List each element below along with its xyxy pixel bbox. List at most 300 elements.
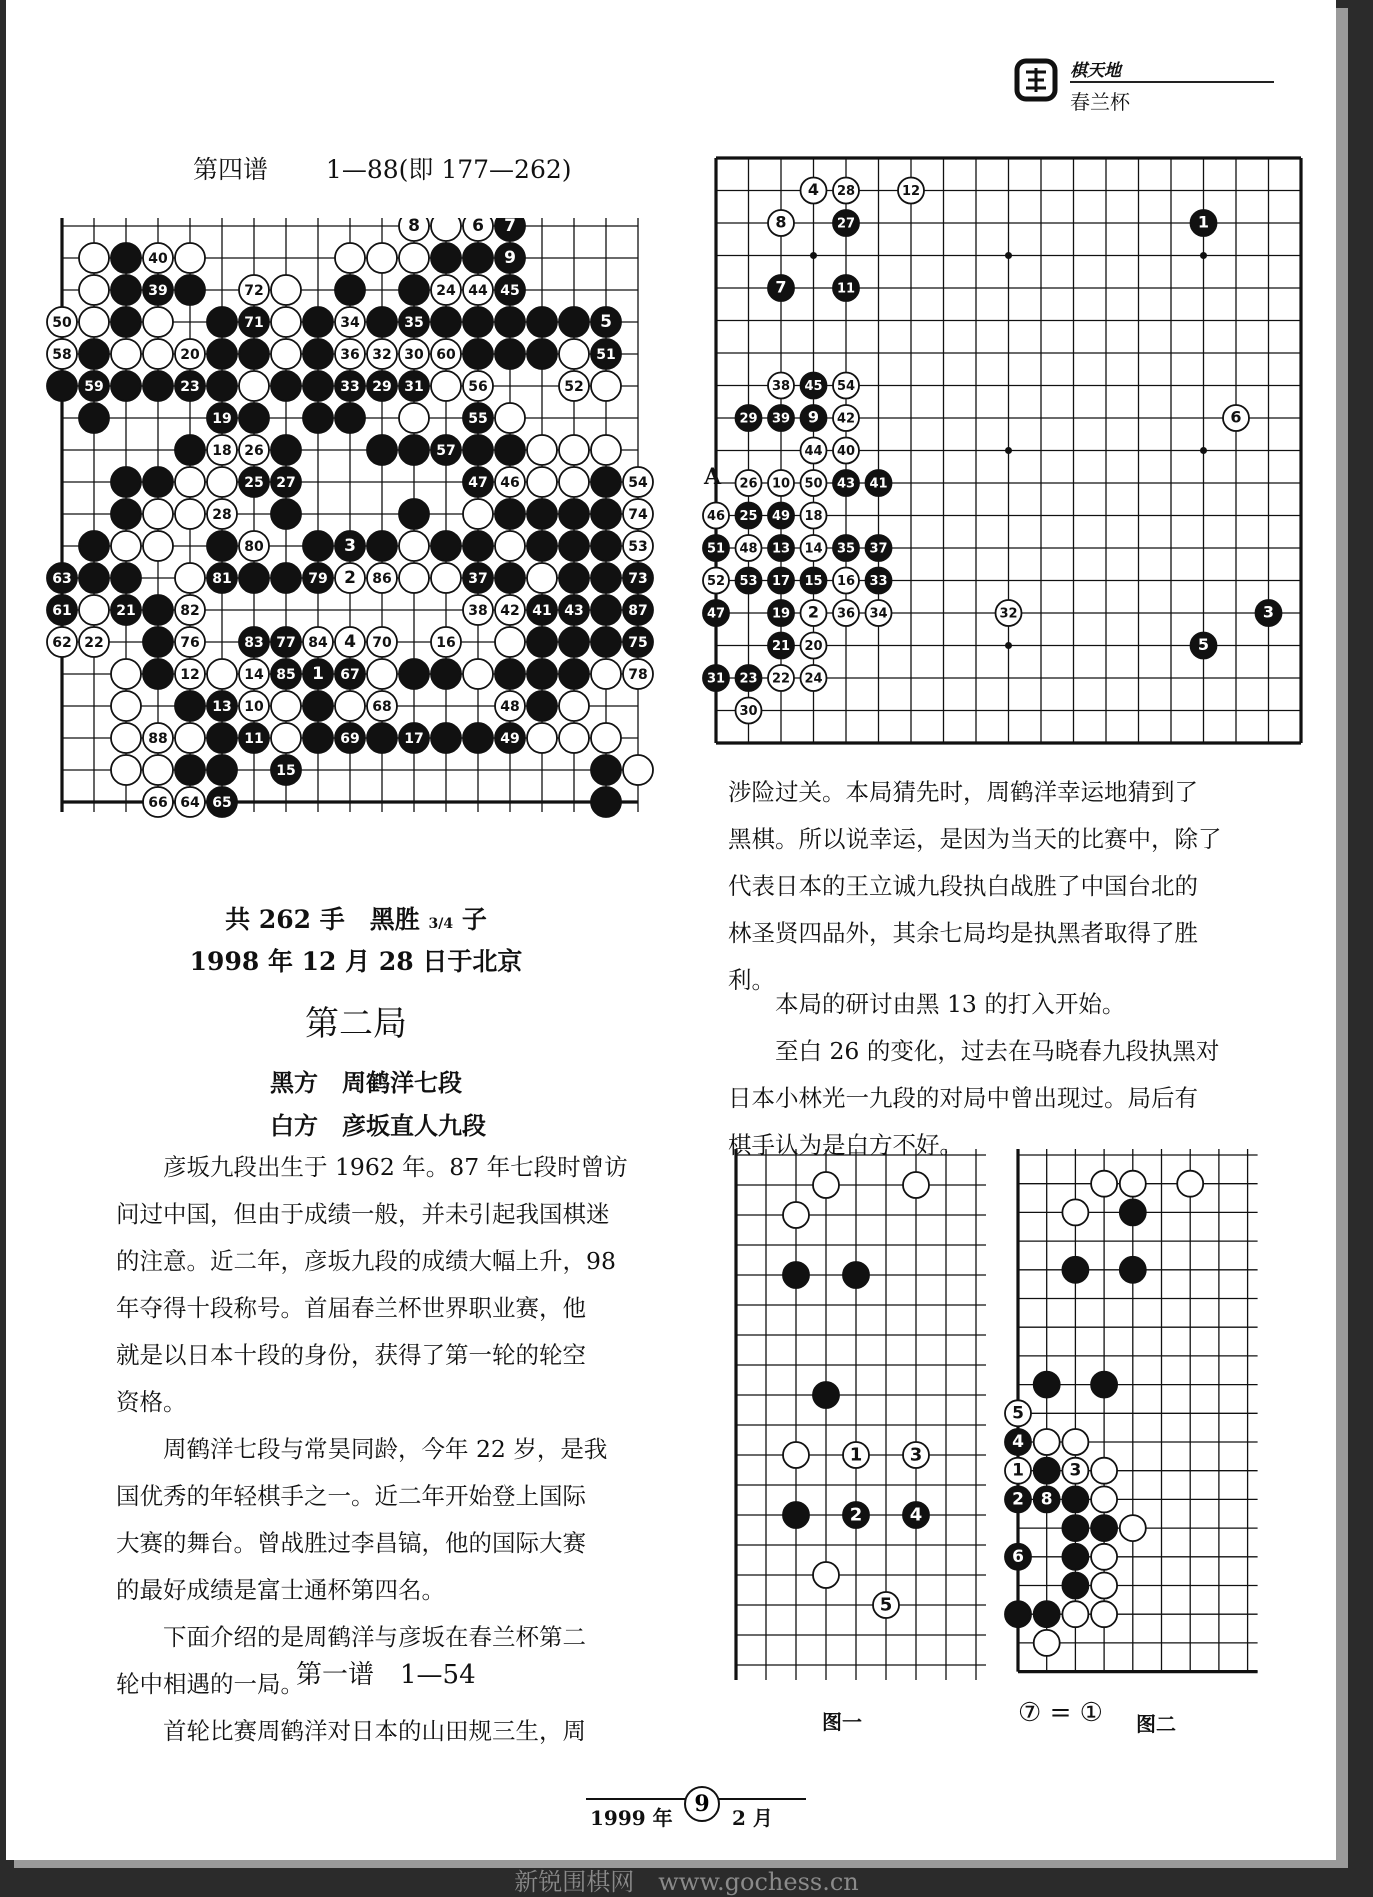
black-stone — [271, 563, 301, 593]
white-stone — [335, 243, 365, 273]
white-stone — [111, 723, 141, 753]
black-stone — [47, 563, 77, 593]
black-stone — [399, 659, 429, 689]
white-stone — [801, 600, 827, 626]
white-stone — [736, 535, 762, 561]
move-number: 44 — [804, 444, 823, 460]
black-stone — [335, 371, 365, 401]
black-stone — [833, 210, 859, 236]
black-stone — [1120, 1257, 1146, 1283]
text-line: 国优秀的年轻棋手之一。近二年开始登上国际 — [116, 1482, 586, 1510]
black-stone — [833, 275, 859, 301]
white-stone — [833, 178, 859, 204]
right-paragraph-2 — [728, 981, 1125, 1028]
white-stone — [527, 723, 557, 753]
move-number: 47 — [468, 475, 488, 492]
move-number: 88 — [148, 731, 168, 748]
move-number: 67 — [340, 667, 360, 684]
white-stone — [833, 405, 859, 431]
move-number: 41 — [532, 603, 552, 620]
white-stone — [399, 563, 429, 593]
white-stone — [431, 275, 461, 305]
move-number: 8 — [775, 212, 787, 232]
black-stone — [1062, 1257, 1088, 1283]
move-number: 1 — [1197, 212, 1210, 232]
white-stone — [1005, 1458, 1031, 1484]
move-number: 45 — [804, 379, 823, 395]
text-line: 代表日本的王立诚九段执白战胜了中国台北的 — [728, 872, 1198, 900]
move-number: 3 — [1069, 1460, 1082, 1481]
black-stone — [495, 243, 525, 273]
text-line: 棋手认为是白方不好。 — [728, 1131, 963, 1159]
white-stone — [559, 467, 589, 497]
black-stone — [207, 563, 237, 593]
black-stone — [431, 243, 461, 273]
black-stone — [367, 371, 397, 401]
black-stone — [207, 755, 237, 785]
white-stone — [1091, 1458, 1117, 1484]
black-stone — [271, 499, 301, 529]
black-stone — [79, 371, 109, 401]
move-number: 64 — [180, 795, 200, 812]
black-stone — [431, 307, 461, 337]
white-stone — [495, 403, 525, 433]
black-stone — [1005, 1601, 1031, 1627]
white-stone — [623, 755, 653, 785]
white-stone — [239, 371, 269, 401]
black-stone — [303, 563, 333, 593]
text-line: 下面介绍的是周鹤洋与彦坂在春兰杯第二 — [116, 1623, 586, 1651]
black-stone — [335, 403, 365, 433]
move-number: 62 — [52, 635, 72, 652]
black-stone — [703, 535, 729, 561]
white-stone — [1062, 1458, 1088, 1484]
move-number: 3 — [344, 536, 356, 557]
move-number: 6 — [472, 218, 484, 237]
white-stone — [903, 1442, 929, 1468]
white-stone — [1062, 1199, 1088, 1225]
black-stone — [1062, 1515, 1088, 1541]
black-stone — [768, 535, 794, 561]
white-stone — [143, 339, 173, 369]
move-number: 17 — [404, 731, 424, 748]
star-point — [1005, 252, 1012, 259]
black-stone — [463, 403, 493, 433]
section-title: 第一谱 1—54 — [296, 1660, 476, 1690]
text-line: 首轮比赛周鹤洋对日本的山田规三生，周 — [116, 1717, 586, 1745]
black-stone — [175, 371, 205, 401]
white-stone — [623, 659, 653, 689]
white-stone — [111, 659, 141, 689]
white-stone — [559, 723, 589, 753]
black-stone — [207, 307, 237, 337]
move-number: 1 — [1012, 1460, 1024, 1481]
left-last-line — [116, 1708, 586, 1755]
black-stone — [559, 307, 589, 337]
move-number: 31 — [706, 671, 726, 687]
white-stone — [801, 535, 827, 561]
black-stone — [527, 595, 557, 625]
white-stone — [463, 499, 493, 529]
move-number: 55 — [468, 411, 488, 428]
white-stone — [399, 403, 429, 433]
black-stone — [768, 633, 794, 659]
move-number: 49 — [771, 509, 791, 525]
move-number: 22 — [771, 671, 791, 687]
move-number: 16 — [836, 574, 856, 590]
move-number: 5 — [1012, 1403, 1024, 1424]
text-line: 涉险过关。本局猜先时，周鹤洋幸运地猜到了 — [728, 778, 1198, 806]
white-stone — [143, 307, 173, 337]
text-line: 日本小林光一九段的对局中曾出现过。局后有 — [728, 1084, 1198, 1112]
white-stone — [813, 1172, 839, 1198]
white-stone — [175, 563, 205, 593]
white-stone — [1091, 1486, 1117, 1512]
move-number: 53 — [628, 539, 648, 556]
white-stone — [367, 659, 397, 689]
white-stone — [623, 531, 653, 561]
black-stone — [399, 371, 429, 401]
black-stone — [559, 563, 589, 593]
move-number: 50 — [804, 476, 823, 492]
black-stone — [335, 723, 365, 753]
white-stone — [813, 1562, 839, 1588]
black-stone — [527, 691, 557, 721]
black-stone — [736, 568, 762, 594]
move-number: 46 — [500, 475, 520, 492]
move-number: 7 — [775, 277, 787, 297]
black-stone — [495, 307, 525, 337]
black-stone — [207, 531, 237, 561]
move-number: 58 — [52, 347, 72, 364]
move-number: 38 — [468, 603, 488, 620]
white-stone — [559, 339, 589, 369]
white-stone — [768, 665, 794, 691]
white-stone — [591, 659, 621, 689]
magazine-page — [6, 0, 1336, 1860]
black-stone — [591, 307, 621, 337]
move-number: 1 — [849, 1444, 863, 1466]
black-stone — [47, 595, 77, 625]
move-number: 11 — [836, 281, 856, 297]
star-point — [1200, 447, 1207, 454]
go-board-figure-2 — [996, 1140, 1286, 1680]
black-stone — [47, 371, 77, 401]
page-number: 9 — [684, 1786, 720, 1822]
black-stone — [463, 467, 493, 497]
move-number: 8 — [408, 218, 420, 237]
black-stone — [783, 1502, 809, 1528]
black-stone — [367, 723, 397, 753]
white-stone — [207, 499, 237, 529]
move-number: 5 — [879, 1594, 893, 1616]
white-stone — [431, 563, 461, 593]
white-stone — [271, 691, 301, 721]
white-stone — [463, 275, 493, 305]
black-stone — [1091, 1372, 1117, 1398]
star-point — [810, 252, 817, 259]
white-stone — [47, 307, 77, 337]
black-stone — [1034, 1486, 1060, 1512]
move-number: 35 — [404, 315, 424, 332]
black-stone — [367, 531, 397, 561]
black-stone — [239, 307, 269, 337]
black-stone — [79, 563, 109, 593]
text-line: 周鹤洋七段与常昊同龄，今年 22 岁，是我 — [116, 1435, 608, 1463]
weiqi-logo-icon — [1014, 58, 1058, 102]
white-stone — [527, 563, 557, 593]
black-stone — [367, 435, 397, 465]
white-stone — [996, 600, 1022, 626]
white-stone — [591, 371, 621, 401]
black-stone — [736, 405, 762, 431]
go-board-diagram-4 — [46, 218, 666, 848]
white-stone — [79, 243, 109, 273]
move-number: 40 — [836, 444, 856, 460]
move-number: 59 — [84, 379, 104, 396]
black-stone — [175, 755, 205, 785]
footer-year: 1999 年 — [590, 1806, 673, 1830]
black-stone — [1256, 600, 1282, 626]
move-number: 82 — [180, 603, 200, 620]
black-stone — [591, 467, 621, 497]
white-stone — [207, 435, 237, 465]
move-number: 66 — [148, 795, 168, 812]
move-number: 75 — [628, 635, 648, 652]
move-number: 33 — [340, 379, 360, 396]
white-stone — [175, 339, 205, 369]
white-stone — [591, 723, 621, 753]
white-stone — [111, 339, 141, 369]
move-number: 39 — [771, 411, 791, 427]
white-stone — [367, 691, 397, 721]
move-number: 4 — [807, 180, 820, 200]
white-stone — [463, 371, 493, 401]
black-stone — [271, 659, 301, 689]
white-stone — [833, 568, 859, 594]
black-stone — [703, 665, 729, 691]
black-stone — [399, 307, 429, 337]
white-stone — [736, 698, 762, 724]
move-number: 2 — [849, 1504, 863, 1526]
black-stone — [431, 531, 461, 561]
move-number: 19 — [212, 411, 232, 428]
black-stone — [463, 531, 493, 561]
move-number: 4 — [909, 1504, 923, 1526]
white-stone — [399, 243, 429, 273]
move-number: 27 — [836, 216, 856, 232]
black-stone — [559, 531, 589, 561]
white-stone — [559, 691, 589, 721]
move-number: 21 — [771, 639, 791, 655]
black-stone — [239, 723, 269, 753]
diagram-title: 第四谱 — [193, 155, 269, 184]
white-stone — [463, 218, 493, 241]
move-number: 47 — [706, 606, 726, 622]
black-stone — [463, 243, 493, 273]
black-stone — [623, 563, 653, 593]
white-stone — [591, 435, 621, 465]
white-stone — [271, 339, 301, 369]
black-stone — [239, 403, 269, 433]
white-stone — [367, 627, 397, 657]
black-stone — [495, 339, 525, 369]
white-stone — [79, 275, 109, 305]
white-stone — [207, 467, 237, 497]
black-stone — [1005, 1544, 1031, 1570]
black-stone — [768, 503, 794, 529]
white-stone — [559, 371, 589, 401]
move-number: 53 — [739, 574, 758, 590]
white-stone — [463, 595, 493, 625]
black-stone — [866, 535, 892, 561]
black-stone — [111, 243, 141, 273]
black-stone — [79, 339, 109, 369]
black-stone — [111, 499, 141, 529]
right-paragraph-1 — [728, 769, 1222, 1004]
result-fraction: 3/4 — [428, 916, 454, 932]
move-number: 30 — [404, 347, 424, 364]
move-number: 31 — [404, 379, 424, 396]
text-line: 大赛的舞台。曾战胜过李昌镐，他的国际大赛 — [116, 1529, 586, 1557]
move-number: 83 — [244, 635, 264, 652]
black-stone — [623, 627, 653, 657]
black-stone — [303, 723, 333, 753]
move-number: 65 — [212, 795, 232, 812]
move-number: 26 — [244, 443, 264, 460]
black-stone — [623, 595, 653, 625]
black-stone — [1062, 1486, 1088, 1512]
move-number: 23 — [739, 671, 758, 687]
move-number: 10 — [244, 699, 264, 716]
white-player: 白方 彦坂直人九段 — [270, 1111, 486, 1140]
black-stone — [527, 307, 557, 337]
move-number: 12 — [180, 667, 200, 684]
black-stone — [768, 405, 794, 431]
black-stone — [143, 627, 173, 657]
black-stone — [1005, 1429, 1031, 1455]
black-stone — [559, 659, 589, 689]
text-line: 本局的研讨由黑 13 的打入开始。 — [728, 990, 1126, 1018]
black-stone — [527, 531, 557, 561]
move-number: 34 — [869, 606, 888, 622]
white-stone — [801, 503, 827, 529]
page-footer — [582, 1786, 812, 1836]
site-watermark: 新锐围棋网 www.gochess.cn — [514, 1868, 859, 1896]
black-stone — [813, 1382, 839, 1408]
black-stone — [271, 467, 301, 497]
move-number: 29 — [739, 411, 758, 427]
move-number: 35 — [836, 541, 856, 557]
black-stone — [1120, 1199, 1146, 1225]
white-stone — [143, 723, 173, 753]
black-stone — [399, 723, 429, 753]
black-stone — [111, 307, 141, 337]
move-number: 54 — [628, 475, 648, 492]
move-number: 52 — [564, 379, 584, 396]
white-stone — [111, 531, 141, 561]
move-number: 69 — [340, 731, 360, 748]
black-stone — [495, 435, 525, 465]
black-stone — [1005, 1486, 1031, 1512]
black-stone — [591, 339, 621, 369]
black-stone — [111, 595, 141, 625]
move-number: 6 — [1230, 407, 1242, 427]
white-stone — [175, 627, 205, 657]
black-stone — [866, 568, 892, 594]
move-number: 30 — [739, 704, 758, 720]
move-number: 42 — [500, 603, 520, 620]
move-number: 22 — [84, 635, 104, 652]
move-number: 25 — [244, 475, 264, 492]
move-number: 71 — [244, 315, 264, 332]
white-stone — [79, 627, 109, 657]
white-stone — [1034, 1429, 1060, 1455]
left-paragraph-1 — [116, 1144, 628, 1426]
move-number: 19 — [771, 606, 791, 622]
move-number: 3 — [909, 1444, 923, 1466]
black-stone — [495, 659, 525, 689]
diagram-range: 1—88(即 177—262) — [325, 155, 572, 184]
black-stone — [783, 1262, 809, 1288]
white-stone — [768, 210, 794, 236]
black-stone — [303, 371, 333, 401]
black-stone — [207, 723, 237, 753]
white-stone — [239, 659, 269, 689]
white-stone — [843, 1442, 869, 1468]
white-stone — [175, 243, 205, 273]
black-stone — [1062, 1544, 1088, 1570]
left-paragraph-2 — [116, 1426, 607, 1614]
black-stone — [207, 403, 237, 433]
move-number: 12 — [901, 184, 921, 200]
black-stone — [591, 755, 621, 785]
black-stone — [559, 499, 589, 529]
move-number: 24 — [436, 283, 456, 300]
move-number: 9 — [504, 248, 516, 269]
move-number: 61 — [52, 603, 72, 620]
move-number: 73 — [628, 571, 648, 588]
black-stone — [335, 275, 365, 305]
move-number: 13 — [212, 699, 232, 716]
white-stone — [367, 339, 397, 369]
white-stone — [271, 723, 301, 753]
white-stone — [495, 691, 525, 721]
black-stone — [399, 275, 429, 305]
text-line: 至白 26 的变化，过去在马晓春九段执黑对 — [728, 1037, 1220, 1065]
text-line: 就是以日本十段的身份，获得了第一轮的轮空 — [116, 1341, 586, 1369]
go-board-diagram-3 — [696, 140, 1336, 780]
black-stone — [239, 563, 269, 593]
white-stone — [399, 531, 429, 561]
white-stone — [335, 691, 365, 721]
black-stone — [591, 563, 621, 593]
text-line: 利。 — [728, 966, 775, 994]
text-line: 的最好成绩是富士通杯第四名。 — [116, 1576, 445, 1604]
move-number: 9 — [807, 407, 820, 427]
black-stone — [1091, 1515, 1117, 1541]
move-number: 80 — [244, 539, 264, 556]
white-stone — [801, 178, 827, 204]
move-number: 49 — [500, 731, 520, 748]
move-number: 52 — [706, 574, 726, 590]
black-stone — [463, 563, 493, 593]
black-stone — [239, 467, 269, 497]
move-number: 5 — [1197, 635, 1210, 655]
move-number: 23 — [180, 379, 200, 396]
move-number: 28 — [836, 184, 856, 200]
white-stone — [143, 787, 173, 817]
